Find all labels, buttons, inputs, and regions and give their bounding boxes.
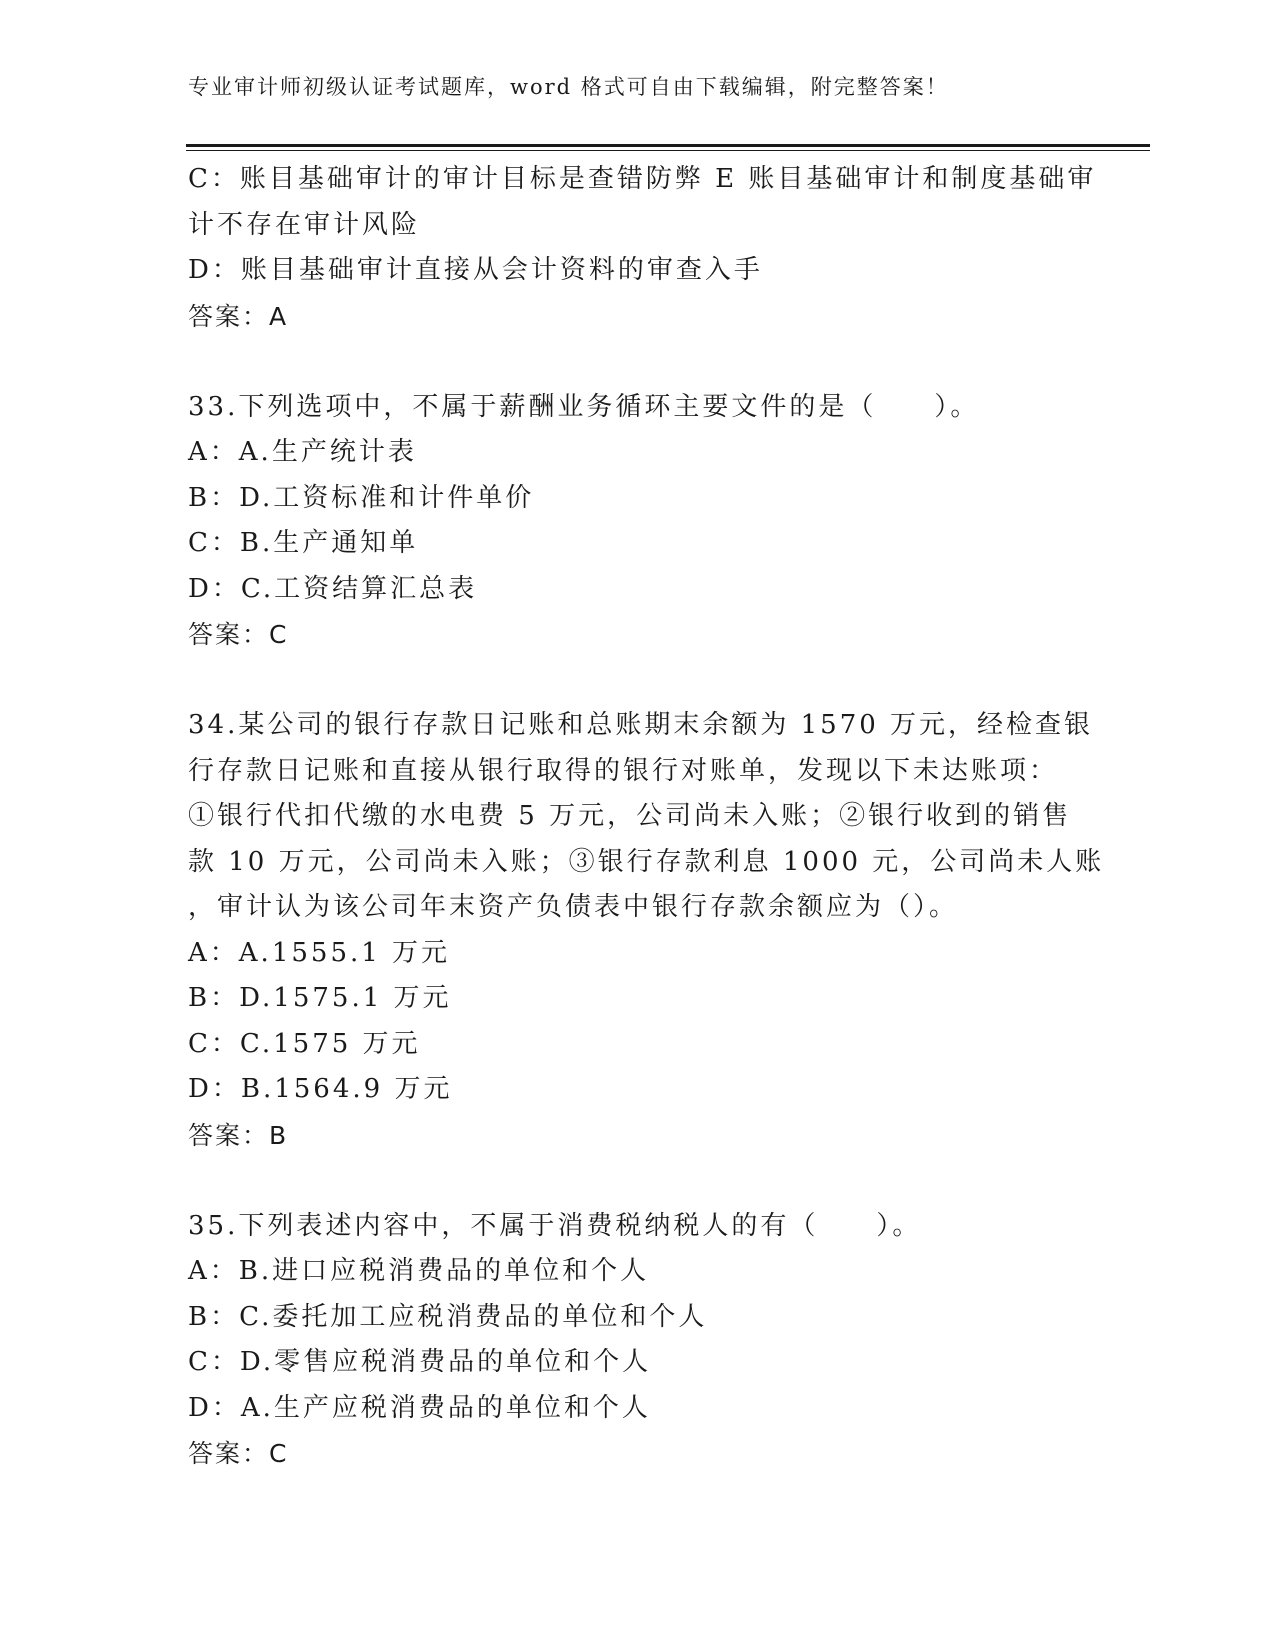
- option-a: A：A.1555.1 万元: [188, 937, 451, 968]
- answer-line: 答案：B: [188, 1120, 289, 1150]
- option-d: D：C.工资结算汇总表: [188, 573, 478, 604]
- question-stem: 行存款日记账和直接从银行取得的银行对账单，发现以下未达账项：: [188, 755, 1059, 786]
- answer-line: 答案：A: [188, 301, 289, 331]
- question-33: [188, 385, 1088, 658]
- question-stem: ①银行代扣代缴的水电费 5 万元，公司尚未入账；②银行收到的销售: [188, 801, 1072, 831]
- question-stem: 35.下列表述内容中，不属于消费税纳税人的有（ ）。: [188, 1210, 922, 1241]
- header-rule-thick: [186, 144, 1150, 147]
- option-d: D：A.生产应税消费品的单位和个人: [188, 1392, 651, 1423]
- option-b: B：D.1575.1 万元: [188, 983, 452, 1013]
- option-a: A：A.生产统计表: [188, 437, 417, 467]
- option-b: B：C.委托加工应税消费品的单位和个人: [188, 1301, 708, 1332]
- page-header: 专业审计师初级认证考试题库，word 格式可自由下载编辑，附完整答案！: [188, 75, 949, 99]
- question-35: [188, 1204, 1088, 1477]
- question-stem: 款 10 万元，公司尚未入账；③银行存款利息 1000 元，公司尚未人账: [188, 846, 1105, 877]
- option-line: C：账目基础审计的审计目标是查错防弊 E 账目基础审计和制度基础审: [188, 164, 1097, 194]
- option-d: D：B.1564.9 万元: [188, 1074, 453, 1104]
- option-c: C：C.1575 万元: [188, 1028, 421, 1059]
- question-32-fragment: [188, 157, 1097, 339]
- option-line: D：账目基础审计直接从会计资料的审查入手: [188, 255, 763, 285]
- question-stem: 33.下列选项中，不属于薪酬业务循环主要文件的是（ ）。: [188, 391, 980, 422]
- option-b: B：D.工资标准和计件单价: [188, 482, 535, 513]
- answer-line: 答案：C: [188, 1439, 289, 1468]
- question-34: [188, 703, 1105, 1158]
- spacer: [188, 658, 1088, 704]
- option-line: 计不存在审计风险: [188, 209, 421, 240]
- spacer: [188, 339, 1088, 385]
- option-c: C：D.零售应税消费品的单位和个人: [188, 1347, 652, 1377]
- spacer: [188, 1158, 1088, 1204]
- option-c: C：B.生产通知单: [188, 528, 419, 558]
- answer-line: 答案：C: [188, 620, 289, 649]
- question-content: [188, 157, 1105, 1477]
- option-a: A：B.进口应税消费品的单位和个人: [188, 1256, 650, 1286]
- header-rule-thin: [186, 150, 1150, 151]
- question-stem: 34.某公司的银行存款日记账和总账期末余额为 1570 万元，经检查银: [188, 710, 1094, 740]
- question-stem: ，审计认为该公司年末资产负债表中银行存款余额应为（）。: [188, 892, 959, 922]
